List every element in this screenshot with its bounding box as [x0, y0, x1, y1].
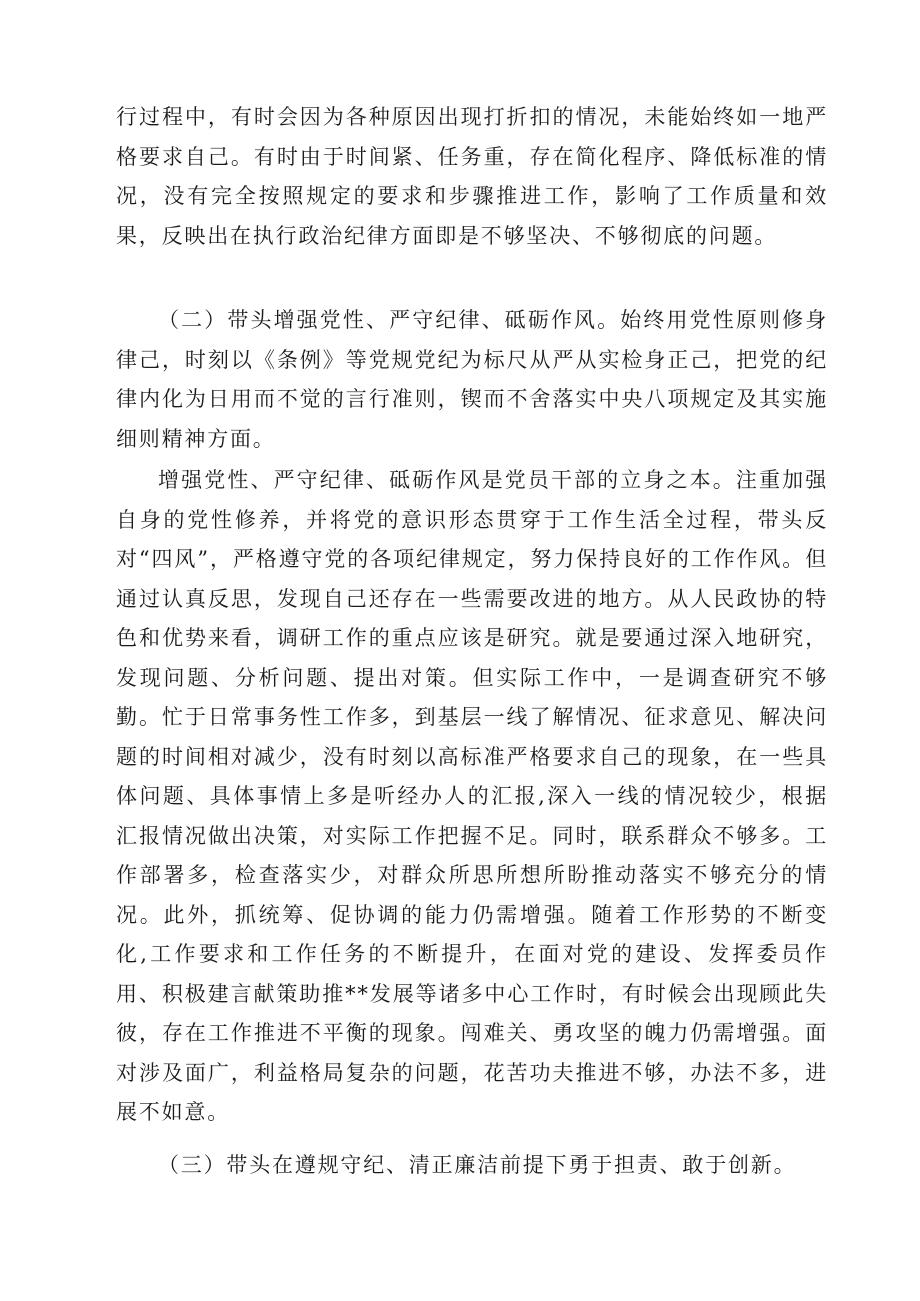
paragraph-section-two-heading: （二）带头增强党性、严守纪律、砥砺作风。始终用党性原则修身律己，时刻以《条例》等党规党纪为标尺从严从实检身正己，把党的纪律内化为日用而不觉的言行准则，锲而不舍落实中央八项规定及其实施细则精神方面。: [116, 308, 828, 451]
paragraph-continued: 行过程中，有时会因为各种原因出现打折扣的情况，未能始终如一地严格要求自己。有时由于时间紧、任务重，存在简化程序、降低标准的情况，没有完全按照规定的要求和步骤推进工作，影响了工作质量和效果，反映出在执行政治纪律方面即是不够坚决、不够彻底的问题。: [116, 105, 828, 248]
paragraph-body: 增强党性、严守纪律、砥砺作风是党员干部的立身之本。注重加强自身的党性修养，并将党的意识形态贯穿于工作生活全过程，带头反对“四风”，严格遵守党的各项纪律规定，努力保持良好的工作作风。但通过认真反思，发现自己还存在一些需要改进的地方。从人民政协的特色和优势来看，调研工作的重点应该是研究。就是要通过深入地研究，发现问题、分析问题、提出对策。但实际工作中，一是调查研究不够勤。忙于日常事务性工作多，到基层一线了解情况、征求意见、解决问题的时间相对减少，没有时刻以高标准严格要求自己的现象，在一些具体问题、具体事情上多是听经办人的汇报,深入一线的情况较少，根据汇报情况做出决策，对实际工作把握不足。同时，联系群众不够多。工作部署多，检查落实少，对群众所思所想所盼推动落实不够充分的情况。此外，抓统筹、促协调的能力仍需增强。随着工作形势的不断变化,工作要求和工作任务的不断提升，在面对党的建设、发挥委员作用、积极建言献策助推**发展等诸多中心工作时，有时候会出现顾此失彼，存在工作推进不平衡的现象。闯难关、勇攻坚的魄力仍需增强。面对涉及面广，利益格局复杂的问题，花苦功夫推进不够，办法不多，进展不如意。: [116, 468, 828, 1124]
paragraph-section-three-heading: （三）带头在遵规守纪、清正廉洁前提下勇于担责、敢于创新。: [158, 1153, 797, 1177]
